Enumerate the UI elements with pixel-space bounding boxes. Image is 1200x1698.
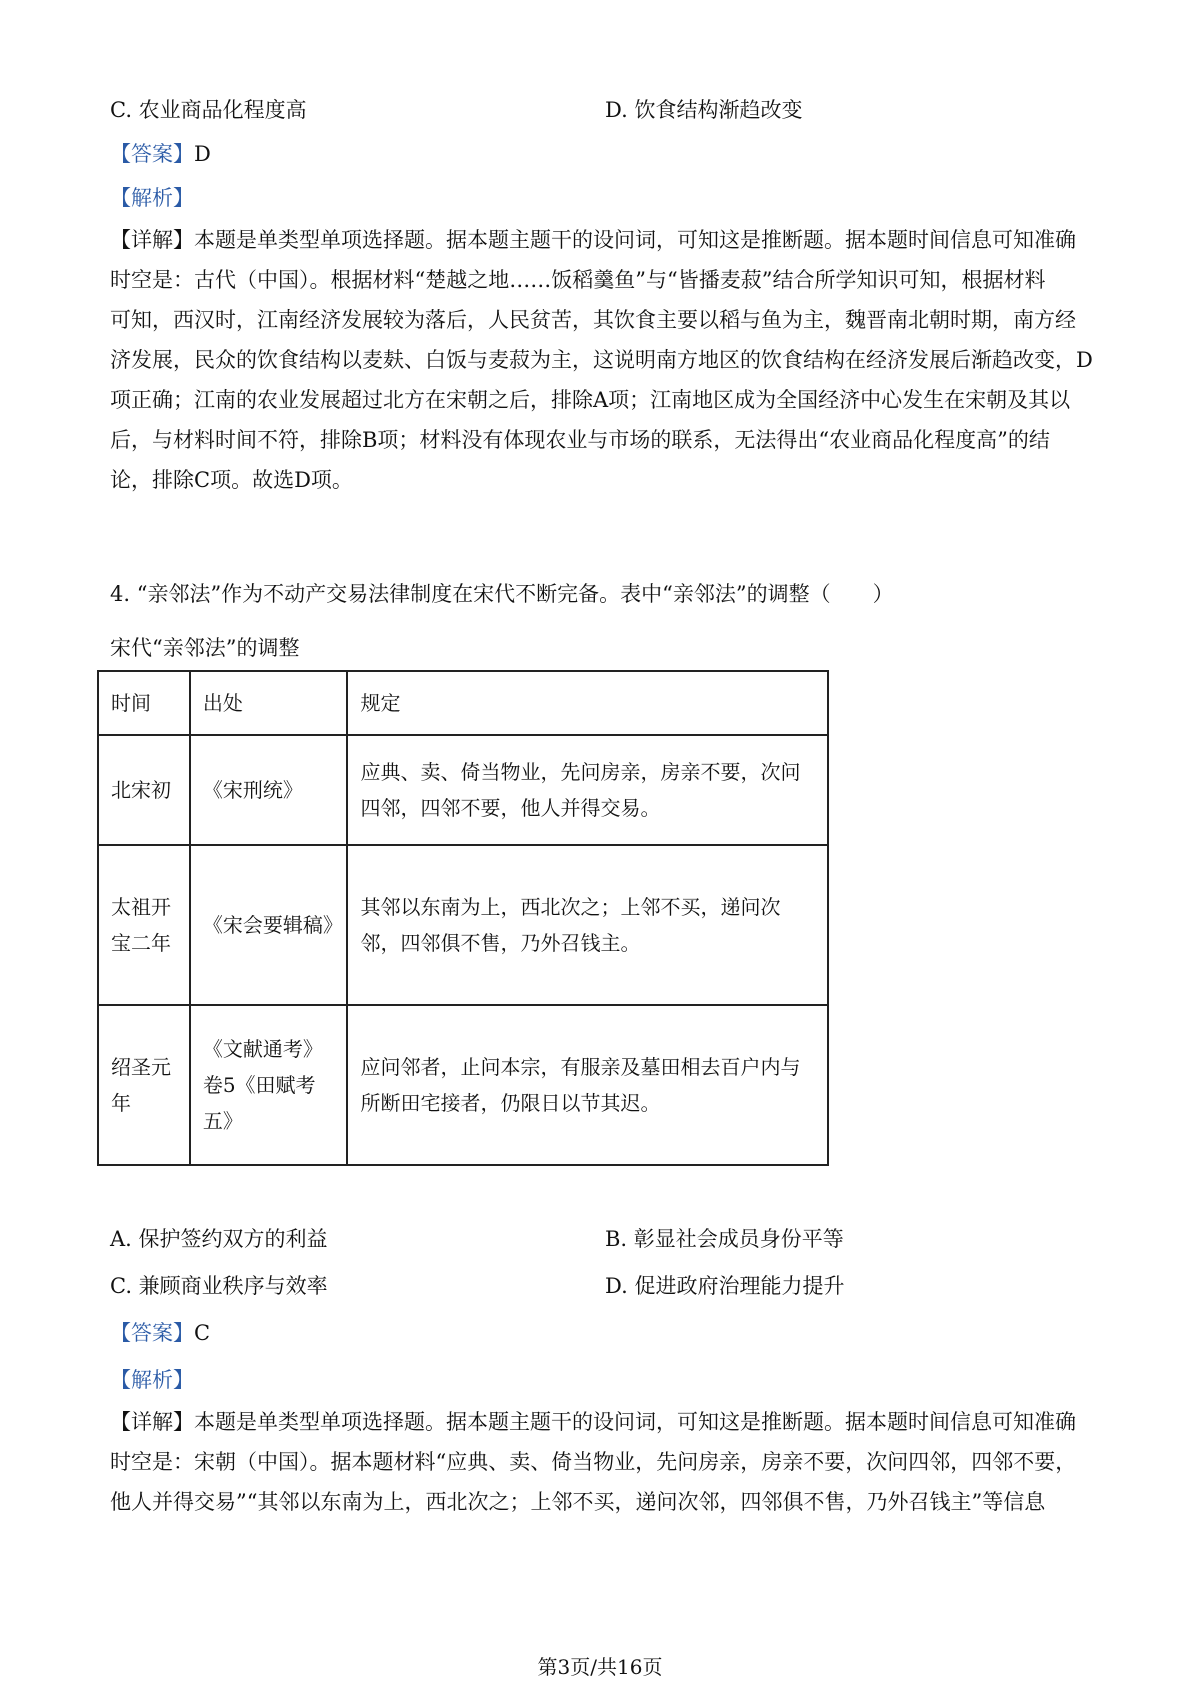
table-header-row: [98, 671, 828, 735]
analysis-tag: 【解析】: [110, 186, 194, 210]
option-d: D. 饮食结构渐趋改变: [605, 98, 803, 122]
question-stem: 4. “亲邻法”作为不动产交易法律制度在宋代不断完备。表中“亲邻法”的调整（ ）: [110, 582, 894, 606]
table-row: [98, 1005, 828, 1165]
detail-line: 论，排除C项。故选D项。: [110, 468, 353, 492]
option-b: B. 彰显社会成员身份平等: [605, 1227, 844, 1251]
regulation-table: [97, 670, 829, 1166]
answer-line: [110, 1317, 210, 1347]
header-time: 时间: [98, 671, 190, 735]
table-row: [98, 735, 828, 845]
cell-rule: 应典、卖、倚当物业，先问房亲，房亲不要，次问四邻，四邻不要，他人并得交易。: [347, 735, 828, 845]
option-a: A. 保护签约双方的利益: [110, 1227, 328, 1251]
detail-paragraph: [110, 1402, 1100, 1522]
answer-tag: 【答案】: [110, 142, 194, 166]
answer-value: C: [194, 1321, 211, 1345]
cell-rule: 其邻以东南为上，西北次之；上邻不买，递问次邻，四邻俱不售，乃外召钱主。: [347, 845, 828, 1005]
analysis-tag: 【解析】: [110, 1368, 194, 1392]
header-rule: 规定: [347, 671, 828, 735]
answer-value: D: [194, 142, 211, 166]
table-caption: 宋代“亲邻法”的调整: [110, 636, 300, 660]
detail-line: 项正确；江南的农业发展超过北方在宋朝之后，排除A项；江南地区成为全国经济中心发生在宋朝及其以: [110, 388, 1071, 412]
detail-line: 时空是：宋朝（中国）。据本题材料“应典、卖、倚当物业，先问房亲，房亲不要，次问四邻，四邻不要，: [110, 1450, 1077, 1474]
answer-tag: 【答案】: [110, 1321, 194, 1345]
detail-tag: 【详解】: [110, 228, 194, 252]
cell-source: 《宋会要辑稿》: [190, 845, 348, 1005]
answer-line: [110, 138, 211, 168]
cell-rule: 应问邻者，止问本宗，有服亲及墓田相去百户内与所断田宅接者，仍限日以节其迟。: [347, 1005, 828, 1165]
option-c: C. 农业商品化程度高: [110, 98, 307, 122]
cell-time: 绍圣元年: [98, 1005, 190, 1165]
header-source: 出处: [190, 671, 348, 735]
cell-source: 《文献通考》卷5《田赋考五》: [190, 1005, 348, 1165]
page-footer: 第3页/共16页: [537, 1655, 663, 1679]
detail-tag: 【详解】: [110, 1410, 194, 1434]
detail-line: 【详解】本题是单类型单项选择题。据本题主题干的设问词，可知这是推断题。据本题时间信息可知准确: [110, 228, 1076, 252]
option-d: D. 促进政府治理能力提升: [605, 1274, 845, 1298]
detail-line: 济发展，民众的饮食结构以麦麸、白饭与麦菽为主，这说明南方地区的饮食结构在经济发展后渐趋改变，D: [110, 348, 1093, 372]
detail-paragraph: [110, 220, 1100, 500]
detail-line: 他人并得交易”“其邻以东南为上，西北次之；上邻不买，递问次邻，四邻俱不售，乃外召钱主”等信息: [110, 1490, 1046, 1514]
detail-line: 【详解】本题是单类型单项选择题。据本题主题干的设问词，可知这是推断题。据本题时间信息可知准确: [110, 1410, 1076, 1434]
detail-line: 后，与材料时间不符，排除B项；材料没有体现农业与市场的联系，无法得出“农业商品化程度高”的结: [110, 428, 1050, 452]
table-row: [98, 845, 828, 1005]
cell-source: 《宋刑统》: [190, 735, 348, 845]
detail-line: 可知，西汉时，江南经济发展较为落后，人民贫苦，其饮食主要以稻与鱼为主，魏晋南北朝时期，南方经: [110, 308, 1076, 332]
cell-time: 太祖开宝二年: [98, 845, 190, 1005]
option-c: C. 兼顾商业秩序与效率: [110, 1274, 328, 1298]
cell-time: 北宋初: [98, 735, 190, 845]
detail-line: 时空是：古代（中国）。根据材料“楚越之地……饭稻羹鱼”与“皆播麦菽”结合所学知识可知，根据材料: [110, 268, 1046, 292]
